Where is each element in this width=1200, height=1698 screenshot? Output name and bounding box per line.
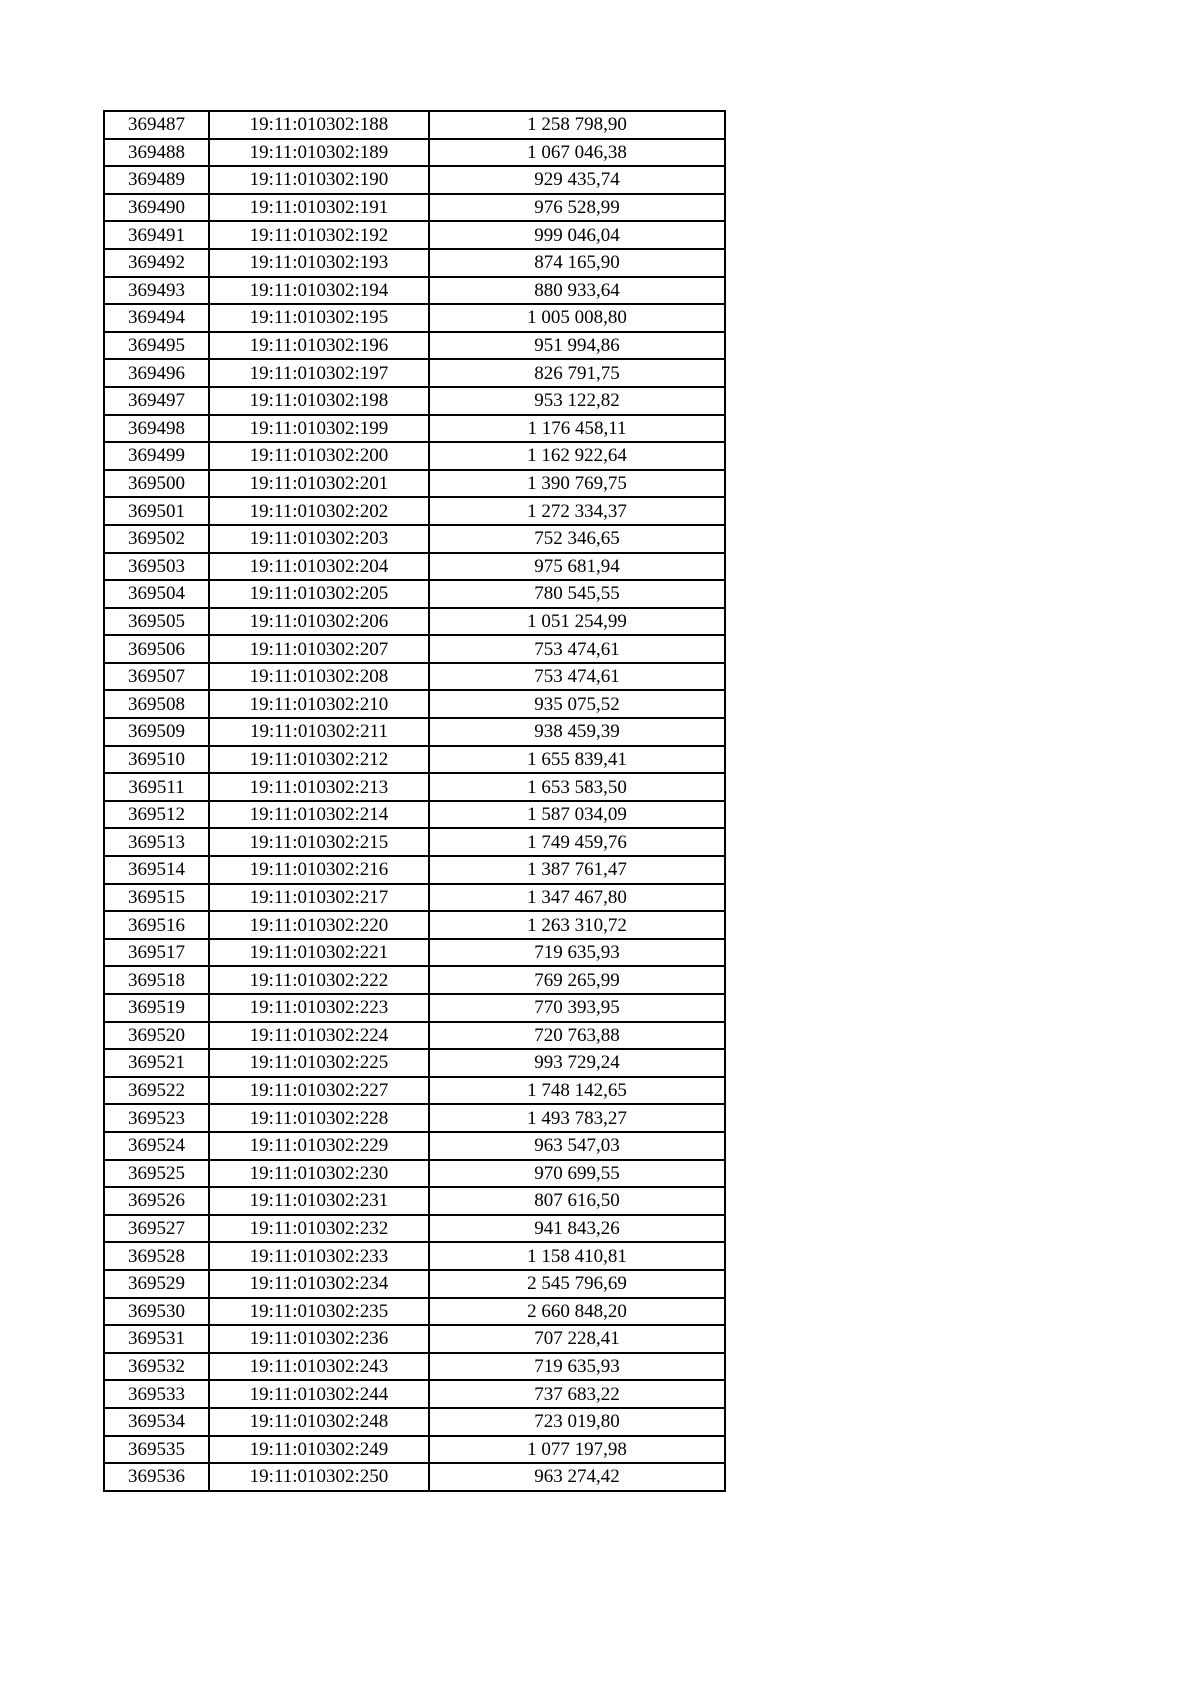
row-number-cell: 369507	[104, 663, 209, 691]
table-row	[104, 1132, 725, 1160]
cadastral-number-cell: 19:11:010302:206	[209, 608, 429, 636]
table-row	[104, 304, 725, 332]
cadastral-value-cell: 970 699,55	[429, 1160, 725, 1188]
cadastral-value-cell: 1 493 783,27	[429, 1104, 725, 1132]
table-row	[104, 663, 725, 691]
cadastral-number-cell: 19:11:010302:220	[209, 911, 429, 939]
table-row	[104, 1077, 725, 1105]
cadastral-number-cell: 19:11:010302:201	[209, 470, 429, 498]
cadastral-value-cell: 880 933,64	[429, 277, 725, 305]
row-number-cell: 369508	[104, 690, 209, 718]
table-row	[104, 856, 725, 884]
table-row	[104, 139, 725, 167]
table-row	[104, 332, 725, 360]
cadastral-value-cell: 953 122,82	[429, 387, 725, 415]
table-row	[104, 690, 725, 718]
cadastral-value-cell: 1 387 761,47	[429, 856, 725, 884]
row-number-cell: 369529	[104, 1270, 209, 1298]
table-row	[104, 221, 725, 249]
table-row	[104, 1049, 725, 1077]
row-number-cell: 369488	[104, 139, 209, 167]
table-row	[104, 608, 725, 636]
row-number-cell: 369500	[104, 470, 209, 498]
row-number-cell: 369497	[104, 387, 209, 415]
cadastral-number-cell: 19:11:010302:208	[209, 663, 429, 691]
row-number-cell: 369494	[104, 304, 209, 332]
cadastral-value-cell: 1 162 922,64	[429, 442, 725, 470]
cadastral-number-cell: 19:11:010302:196	[209, 332, 429, 360]
cadastral-number-cell: 19:11:010302:235	[209, 1298, 429, 1326]
cadastral-number-cell: 19:11:010302:229	[209, 1132, 429, 1160]
cadastral-number-cell: 19:11:010302:194	[209, 277, 429, 305]
cadastral-number-cell: 19:11:010302:234	[209, 1270, 429, 1298]
table-row	[104, 828, 725, 856]
cadastral-number-cell: 19:11:010302:250	[209, 1463, 429, 1491]
table-row	[104, 1242, 725, 1270]
row-number-cell: 369533	[104, 1380, 209, 1408]
cadastral-number-cell: 19:11:010302:217	[209, 884, 429, 912]
table-row	[104, 1298, 725, 1326]
row-number-cell: 369521	[104, 1049, 209, 1077]
cadastral-value-cell: 999 046,04	[429, 221, 725, 249]
row-number-cell: 369509	[104, 718, 209, 746]
cadastral-value-cell: 769 265,99	[429, 966, 725, 994]
cadastral-number-cell: 19:11:010302:249	[209, 1436, 429, 1464]
cadastral-value-cell: 1 347 467,80	[429, 884, 725, 912]
table-row	[104, 939, 725, 967]
cadastral-number-cell: 19:11:010302:213	[209, 773, 429, 801]
cadastral-value-cell: 752 346,65	[429, 525, 725, 553]
table-row	[104, 442, 725, 470]
table-row	[104, 359, 725, 387]
row-number-cell: 369527	[104, 1215, 209, 1243]
cadastral-number-cell: 19:11:010302:192	[209, 221, 429, 249]
table-row	[104, 1353, 725, 1381]
cadastral-number-cell: 19:11:010302:225	[209, 1049, 429, 1077]
cadastral-number-cell: 19:11:010302:227	[209, 1077, 429, 1105]
cadastral-value-cell: 1 272 334,37	[429, 497, 725, 525]
table-body	[104, 111, 725, 1491]
row-number-cell: 369501	[104, 497, 209, 525]
row-number-cell: 369490	[104, 194, 209, 222]
cadastral-number-cell: 19:11:010302:236	[209, 1325, 429, 1353]
row-number-cell: 369493	[104, 277, 209, 305]
cadastral-number-cell: 19:11:010302:195	[209, 304, 429, 332]
cadastral-number-cell: 19:11:010302:211	[209, 718, 429, 746]
table-row	[104, 1187, 725, 1215]
row-number-cell: 369524	[104, 1132, 209, 1160]
cadastral-value-cell: 720 763,88	[429, 1022, 725, 1050]
row-number-cell: 369523	[104, 1104, 209, 1132]
cadastral-number-cell: 19:11:010302:215	[209, 828, 429, 856]
cadastral-number-cell: 19:11:010302:205	[209, 580, 429, 608]
table-row	[104, 1463, 725, 1491]
cadastral-value-cell: 719 635,93	[429, 1353, 725, 1381]
row-number-cell: 369525	[104, 1160, 209, 1188]
cadastral-value-cell: 1 748 142,65	[429, 1077, 725, 1105]
row-number-cell: 369502	[104, 525, 209, 553]
table-row	[104, 1022, 725, 1050]
cadastral-value-cell: 963 547,03	[429, 1132, 725, 1160]
table-row	[104, 994, 725, 1022]
cadastral-value-cell: 1 258 798,90	[429, 111, 725, 139]
cadastral-number-cell: 19:11:010302:228	[209, 1104, 429, 1132]
table-row	[104, 1104, 725, 1132]
row-number-cell: 369498	[104, 415, 209, 443]
cadastral-value-cell: 874 165,90	[429, 249, 725, 277]
cadastral-number-cell: 19:11:010302:193	[209, 249, 429, 277]
row-number-cell: 369530	[104, 1298, 209, 1326]
cadastral-value-cell: 2 660 848,20	[429, 1298, 725, 1326]
row-number-cell: 369514	[104, 856, 209, 884]
cadastral-value-cell: 1 067 046,38	[429, 139, 725, 167]
row-number-cell: 369517	[104, 939, 209, 967]
cadastral-value-cell: 1 005 008,80	[429, 304, 725, 332]
row-number-cell: 369504	[104, 580, 209, 608]
table-row	[104, 415, 725, 443]
cadastral-number-cell: 19:11:010302:231	[209, 1187, 429, 1215]
cadastral-value-cell: 826 791,75	[429, 359, 725, 387]
cadastral-number-cell: 19:11:010302:199	[209, 415, 429, 443]
row-number-cell: 369506	[104, 635, 209, 663]
row-number-cell: 369495	[104, 332, 209, 360]
row-number-cell: 369519	[104, 994, 209, 1022]
cadastral-value-cell: 929 435,74	[429, 166, 725, 194]
cadastral-value-cell: 1 077 197,98	[429, 1436, 725, 1464]
cadastral-number-cell: 19:11:010302:223	[209, 994, 429, 1022]
cadastral-value-cell: 707 228,41	[429, 1325, 725, 1353]
row-number-cell: 369496	[104, 359, 209, 387]
row-number-cell: 369491	[104, 221, 209, 249]
table-row	[104, 1215, 725, 1243]
cadastral-value-cell: 975 681,94	[429, 553, 725, 581]
table-row	[104, 525, 725, 553]
row-number-cell: 369510	[104, 746, 209, 774]
cadastral-value-cell: 1 655 839,41	[429, 746, 725, 774]
table-row	[104, 911, 725, 939]
cadastral-number-cell: 19:11:010302:207	[209, 635, 429, 663]
table-row	[104, 194, 725, 222]
cadastral-number-cell: 19:11:010302:233	[209, 1242, 429, 1270]
cadastral-number-cell: 19:11:010302:216	[209, 856, 429, 884]
cadastral-number-cell: 19:11:010302:202	[209, 497, 429, 525]
row-number-cell: 369512	[104, 801, 209, 829]
row-number-cell: 369489	[104, 166, 209, 194]
cadastral-number-cell: 19:11:010302:198	[209, 387, 429, 415]
row-number-cell: 369536	[104, 1463, 209, 1491]
cadastral-value-cell: 935 075,52	[429, 690, 725, 718]
row-number-cell: 369526	[104, 1187, 209, 1215]
cadastral-number-cell: 19:11:010302:203	[209, 525, 429, 553]
table-row	[104, 884, 725, 912]
table-row	[104, 497, 725, 525]
cadastral-value-cell: 1 158 410,81	[429, 1242, 725, 1270]
table-row	[104, 111, 725, 139]
cadastral-number-cell: 19:11:010302:230	[209, 1160, 429, 1188]
cadastral-number-cell: 19:11:010302:224	[209, 1022, 429, 1050]
cadastral-value-cell: 1 653 583,50	[429, 773, 725, 801]
cadastral-value-cell: 753 474,61	[429, 663, 725, 691]
row-number-cell: 369534	[104, 1408, 209, 1436]
table-row	[104, 580, 725, 608]
cadastral-value-cell: 770 393,95	[429, 994, 725, 1022]
cadastral-number-cell: 19:11:010302:222	[209, 966, 429, 994]
cadastral-number-cell: 19:11:010302:204	[209, 553, 429, 581]
cadastral-number-cell: 19:11:010302:191	[209, 194, 429, 222]
cadastral-value-cell: 723 019,80	[429, 1408, 725, 1436]
table-row	[104, 166, 725, 194]
table-row	[104, 1408, 725, 1436]
row-number-cell: 369522	[104, 1077, 209, 1105]
cadastral-value-cell: 719 635,93	[429, 939, 725, 967]
cadastral-number-cell: 19:11:010302:197	[209, 359, 429, 387]
cadastral-value-cell: 1 587 034,09	[429, 801, 725, 829]
cadastral-number-cell: 19:11:010302:244	[209, 1380, 429, 1408]
cadastral-value-cell: 963 274,42	[429, 1463, 725, 1491]
table-row	[104, 801, 725, 829]
row-number-cell: 369499	[104, 442, 209, 470]
cadastral-number-cell: 19:11:010302:190	[209, 166, 429, 194]
cadastral-number-cell: 19:11:010302:232	[209, 1215, 429, 1243]
table-row	[104, 1160, 725, 1188]
cadastral-value-table	[103, 110, 726, 1492]
cadastral-value-cell: 1 051 254,99	[429, 608, 725, 636]
cadastral-value-cell: 976 528,99	[429, 194, 725, 222]
row-number-cell: 369515	[104, 884, 209, 912]
row-number-cell: 369528	[104, 1242, 209, 1270]
row-number-cell: 369505	[104, 608, 209, 636]
row-number-cell: 369503	[104, 553, 209, 581]
cadastral-number-cell: 19:11:010302:189	[209, 139, 429, 167]
cadastral-number-cell: 19:11:010302:221	[209, 939, 429, 967]
cadastral-value-cell: 1 390 769,75	[429, 470, 725, 498]
cadastral-value-cell: 941 843,26	[429, 1215, 725, 1243]
row-number-cell: 369492	[104, 249, 209, 277]
table-row	[104, 635, 725, 663]
row-number-cell: 369516	[104, 911, 209, 939]
row-number-cell: 369513	[104, 828, 209, 856]
table-row	[104, 718, 725, 746]
table-row	[104, 249, 725, 277]
cadastral-value-cell: 780 545,55	[429, 580, 725, 608]
row-number-cell: 369511	[104, 773, 209, 801]
row-number-cell: 369518	[104, 966, 209, 994]
cadastral-value-cell: 753 474,61	[429, 635, 725, 663]
cadastral-value-cell: 1 749 459,76	[429, 828, 725, 856]
table-row	[104, 1270, 725, 1298]
table-row	[104, 1380, 725, 1408]
row-number-cell: 369532	[104, 1353, 209, 1381]
cadastral-number-cell: 19:11:010302:243	[209, 1353, 429, 1381]
table-row	[104, 773, 725, 801]
row-number-cell: 369531	[104, 1325, 209, 1353]
table-row	[104, 746, 725, 774]
row-number-cell: 369487	[104, 111, 209, 139]
cadastral-number-cell: 19:11:010302:212	[209, 746, 429, 774]
cadastral-number-cell: 19:11:010302:188	[209, 111, 429, 139]
cadastral-value-cell: 993 729,24	[429, 1049, 725, 1077]
cadastral-value-cell: 938 459,39	[429, 718, 725, 746]
table-row	[104, 966, 725, 994]
cadastral-number-cell: 19:11:010302:214	[209, 801, 429, 829]
table-row	[104, 553, 725, 581]
table-row	[104, 277, 725, 305]
cadastral-value-cell: 2 545 796,69	[429, 1270, 725, 1298]
cadastral-value-cell: 1 263 310,72	[429, 911, 725, 939]
table-row	[104, 387, 725, 415]
row-number-cell: 369535	[104, 1436, 209, 1464]
table-row	[104, 1436, 725, 1464]
table-row	[104, 1325, 725, 1353]
cadastral-number-cell: 19:11:010302:248	[209, 1408, 429, 1436]
row-number-cell: 369520	[104, 1022, 209, 1050]
cadastral-value-cell: 1 176 458,11	[429, 415, 725, 443]
cadastral-number-cell: 19:11:010302:200	[209, 442, 429, 470]
cadastral-number-cell: 19:11:010302:210	[209, 690, 429, 718]
cadastral-value-cell: 807 616,50	[429, 1187, 725, 1215]
cadastral-value-cell: 737 683,22	[429, 1380, 725, 1408]
table-row	[104, 470, 725, 498]
cadastral-value-cell: 951 994,86	[429, 332, 725, 360]
